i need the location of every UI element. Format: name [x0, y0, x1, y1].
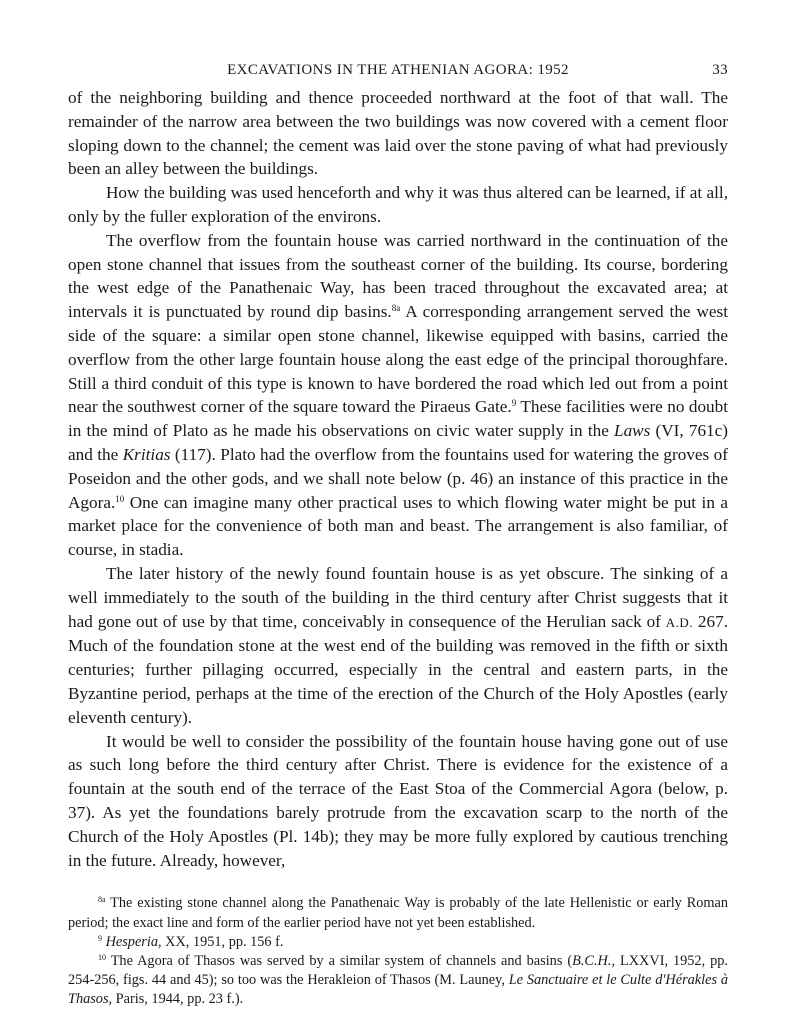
paragraph-3-text: A corresponding arrangement served the west side of the square: a similar open stone channel, likewise equipped with basins, carried the overflow from the other large fountain house along the east edge of the principal thoroughfare. Still a third conduit of this type is known to have bordered the road which led out from a point near the southwest corner of the square toward the Piraeus Gate. [68, 302, 728, 417]
paragraph-4 [68, 562, 728, 730]
work-title-kritias: Kritias [122, 444, 171, 464]
page-header [68, 56, 728, 86]
footnote-mark: 9 [98, 933, 102, 943]
book-title: Le Sanctuaire et le Culte d'Hérakles à Thasos [68, 972, 728, 1008]
footnote-ref-8a: 8a [391, 303, 401, 314]
paragraph-3-text: (VI, 761c) and the [68, 421, 728, 464]
footnote-text: , XX, 1951, pp. 156 f. [158, 933, 284, 950]
paragraph-3 [68, 229, 728, 562]
footnote-text: The existing stone channel along the Panathenaic Way is probably of the late Hellenistic or early Roman period; the exact line and form of the earlier period have not yet been established. [68, 895, 728, 931]
paragraph-3-text: These facilities were no doubt in the mind of Plato as he made his observations on civic water supply in the [68, 397, 729, 441]
footnote-mark: 8a [98, 895, 106, 905]
paragraph-3-text: The overflow from the fountain house was carried northward in the continuation of the open stone channel that issues from the southeast corner of the building. Its course, bordering the west edge of the Panathenaic Way, has been traced throughout the excavated area; at intervals it is punctuated by round dip basins. [68, 230, 728, 322]
footnote-ref-10: 10 [115, 493, 125, 504]
footnote-text: The Agora of Thasos was served by a similar system of channels and basins ( [106, 952, 573, 969]
work-title-laws: Laws [614, 421, 651, 441]
body-text [68, 86, 728, 872]
paragraph-4-text: The later history of the newly found fountain house is as yet obscure. The sinking of a well immediately to the south of the building in the third century after Christ suggests that it had gone out of use by that time, conceivably in consequence of the Herulian sack of [68, 563, 728, 631]
journal-title: B.C.H. [572, 952, 612, 969]
footnote-text: , LXXVI, 1952, pp. 254-256, figs. 44 and 45); so too was the Herakleion of Thasos (M. Launey, [68, 952, 728, 989]
footnote-mark: 10 [98, 952, 106, 962]
paragraph-5: It would be well to consider the possibility of the fountain house having gone out of use as such long before the third century after Christ. There is evidence for the existence of a fountain at the south end of the terrace of the East Stoa of the Commercial Agora (below, p. 37). As yet the foundations barely protrude from the excavation scarp to the north of the Church of the Holy Apostles (Pl. 14b); they may be more fully explored by cautious trenching in the future. Already, however, [68, 731, 728, 870]
running-head: EXCAVATIONS IN THE ATHENIAN AGORA: 1952 [227, 62, 569, 78]
footnote-8a [68, 894, 728, 932]
page-number: 33 [712, 62, 728, 78]
paragraph-3-text: (117). Plato had the overflow from the fountains used for watering the groves of Poseidon and the other gods, and we shall note below (p. 46) an instance of this practice in the Agora. [68, 444, 728, 512]
paragraph-1: of the neighboring building and thence proceeded northward at the foot of that wall. The remainder of the narrow area between the two buildings was now covered with a cement floor sloping down to the channel; the cement was laid over the stone paving of what had previously been an alley between the buildings. [68, 88, 728, 179]
paragraph-3-text: One can imagine many other practical uses to which flowing water might be put in a market place for the convenience of both man and beast. The arrangement is also familiar, of course, in stadia. [68, 492, 728, 560]
journal-title: Hesperia [105, 933, 158, 950]
era-abbreviation: A.D. [665, 614, 694, 630]
footnote-9 [68, 933, 728, 952]
footnote-ref-9: 9 [511, 398, 517, 409]
footnote-10 [68, 952, 728, 1010]
footnote-text: , Paris, 1944, pp. 23 f.). [108, 991, 244, 1008]
paragraph-2: How the building was used henceforth and why it was thus altered can be learned, if at all, only by the fuller exploration of the environs. [68, 183, 728, 226]
footnotes [68, 894, 728, 1009]
paragraph-4-text: 267. Much of the foundation stone at the west end of the building was removed in the fifth or sixth centuries; further pillaging occurred, especially in the central and eastern parts, in the Byzantine period, perhaps at the time of the erection of the Church of the Holy Apostles (early eleventh century). [68, 611, 729, 727]
page [68, 56, 728, 1010]
